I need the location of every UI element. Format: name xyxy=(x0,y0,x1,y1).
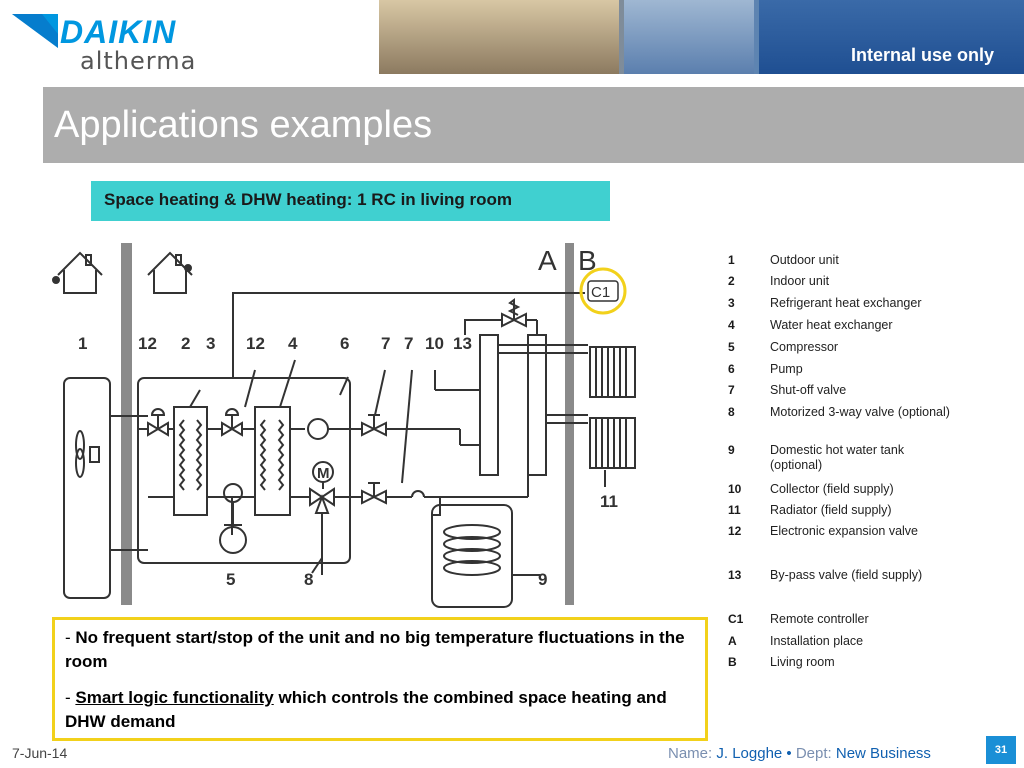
bullet-text: which controls the combined space heating and DHW demand xyxy=(65,688,667,731)
daikin-logo-icon xyxy=(12,14,58,48)
bullet-dash: - xyxy=(65,688,76,707)
callout-12: 12 xyxy=(246,334,265,353)
collector-return xyxy=(528,335,546,475)
legend-key: 4 xyxy=(728,318,735,332)
legend-key: 9 xyxy=(728,443,735,457)
three-way-valve-icon xyxy=(310,489,334,513)
subtitle: Space heating & DHW heating: 1 RC in living room xyxy=(104,190,513,209)
legend-text: By-pass valve (field supply) xyxy=(770,568,923,582)
legend-text: Electronic expansion valve xyxy=(770,524,918,538)
house-icon-indoor xyxy=(148,253,192,293)
legend-text: Living room xyxy=(770,655,835,669)
callout-11: 11 xyxy=(600,492,618,511)
legend-text: Radiator (field supply) xyxy=(770,503,892,517)
callout-7: 7 xyxy=(404,334,414,353)
callout-1: 1 xyxy=(78,334,88,353)
callout-13: 13 xyxy=(453,334,472,353)
callout-8: 8 xyxy=(304,570,314,589)
page-number: 31 xyxy=(986,736,1016,764)
radiator-icon xyxy=(590,347,635,397)
key-points-box xyxy=(52,617,708,741)
separator: • xyxy=(782,745,796,762)
legend-key: 3 xyxy=(728,296,735,310)
legend-key: 6 xyxy=(728,362,735,376)
legend-key: 5 xyxy=(728,340,735,354)
callout-5: 5 xyxy=(226,570,236,589)
legend-text: Compressor xyxy=(770,340,839,354)
legend-key: 2 xyxy=(728,274,735,288)
legend-text: Outdoor unit xyxy=(770,253,839,267)
expansion-valve-icon xyxy=(148,409,168,435)
product-name: altherma xyxy=(80,47,197,75)
legend-text: Collector (field supply) xyxy=(770,482,894,496)
collector-supply xyxy=(480,335,498,475)
legend-text: Installation place xyxy=(770,634,864,648)
footer-credits xyxy=(668,745,931,762)
legend-key: B xyxy=(728,655,737,669)
smart-logic-link[interactable]: Smart logic functionality xyxy=(75,688,274,707)
legend-key: A xyxy=(728,634,737,648)
tank-coil xyxy=(444,525,500,575)
header-banner xyxy=(379,0,1024,74)
legend-key: 1 xyxy=(728,253,735,267)
pump-icon xyxy=(308,419,328,439)
legend-text: Remote controller xyxy=(770,612,869,626)
callout-12: 12 xyxy=(138,334,157,353)
dept-label: Dept: xyxy=(795,745,836,762)
callout-6: 6 xyxy=(340,334,350,353)
legend-text: Water heat exchanger xyxy=(770,318,893,332)
bullet-dash: - xyxy=(65,628,76,647)
house-icon-outdoor xyxy=(53,253,102,293)
motor-label: M xyxy=(317,465,330,482)
expansion-valve-icon xyxy=(222,409,242,435)
outdoor-unit xyxy=(64,378,110,598)
legend-key: 13 xyxy=(728,568,742,582)
callout-3: 3 xyxy=(206,334,216,353)
water-heat-exchanger xyxy=(255,407,290,515)
zone-a-label: A xyxy=(538,245,557,276)
fan-icon xyxy=(76,431,99,477)
remote-label: C1 xyxy=(591,284,611,301)
logo-area xyxy=(0,0,378,82)
zone-b-label: B xyxy=(578,245,597,276)
legend-key: 12 xyxy=(728,524,742,538)
radiator-icon xyxy=(590,418,635,468)
bullet-text: No frequent start/stop of the unit and no big temperature fluctuations in the room xyxy=(65,628,685,671)
name-value: J. Logghe xyxy=(716,745,783,762)
legend-key: 8 xyxy=(728,405,735,419)
legend-text: Domestic hot water tank (optional) xyxy=(770,443,905,472)
shut-off-valve-icon xyxy=(362,415,386,435)
legend-key: C1 xyxy=(728,612,744,626)
legend-key: 7 xyxy=(728,383,735,397)
refrigerant-heat-exchanger xyxy=(174,407,207,515)
page-title: Applications examples xyxy=(54,104,433,146)
legend-text: Shut-off valve xyxy=(770,383,847,397)
legend-key: 10 xyxy=(728,482,742,496)
legend-text: Refrigerant heat exchanger xyxy=(770,296,922,310)
footer-date: 7-Jun-14 xyxy=(12,745,68,761)
callout-9: 9 xyxy=(538,570,548,589)
shut-off-valve-icon xyxy=(362,483,386,503)
callout-2: 2 xyxy=(181,334,191,353)
legend-key: 11 xyxy=(728,503,741,517)
internal-use-label: Internal use only xyxy=(850,45,994,65)
callout-4: 4 xyxy=(288,334,298,353)
bullet-point xyxy=(65,686,695,734)
dept-value: New Business xyxy=(835,745,931,762)
legend-text: Pump xyxy=(770,362,803,376)
callout-7: 7 xyxy=(381,334,391,353)
brand-name: DAIKIN xyxy=(60,14,177,50)
bypass-valve-icon xyxy=(502,300,526,326)
bullet-point xyxy=(65,626,695,674)
legend-text: Motorized 3-way valve (optional) xyxy=(770,405,950,419)
callout-10: 10 xyxy=(425,334,444,353)
name-label: Name: xyxy=(668,745,717,762)
legend-text: Indoor unit xyxy=(770,274,830,288)
system-diagram xyxy=(40,235,710,615)
